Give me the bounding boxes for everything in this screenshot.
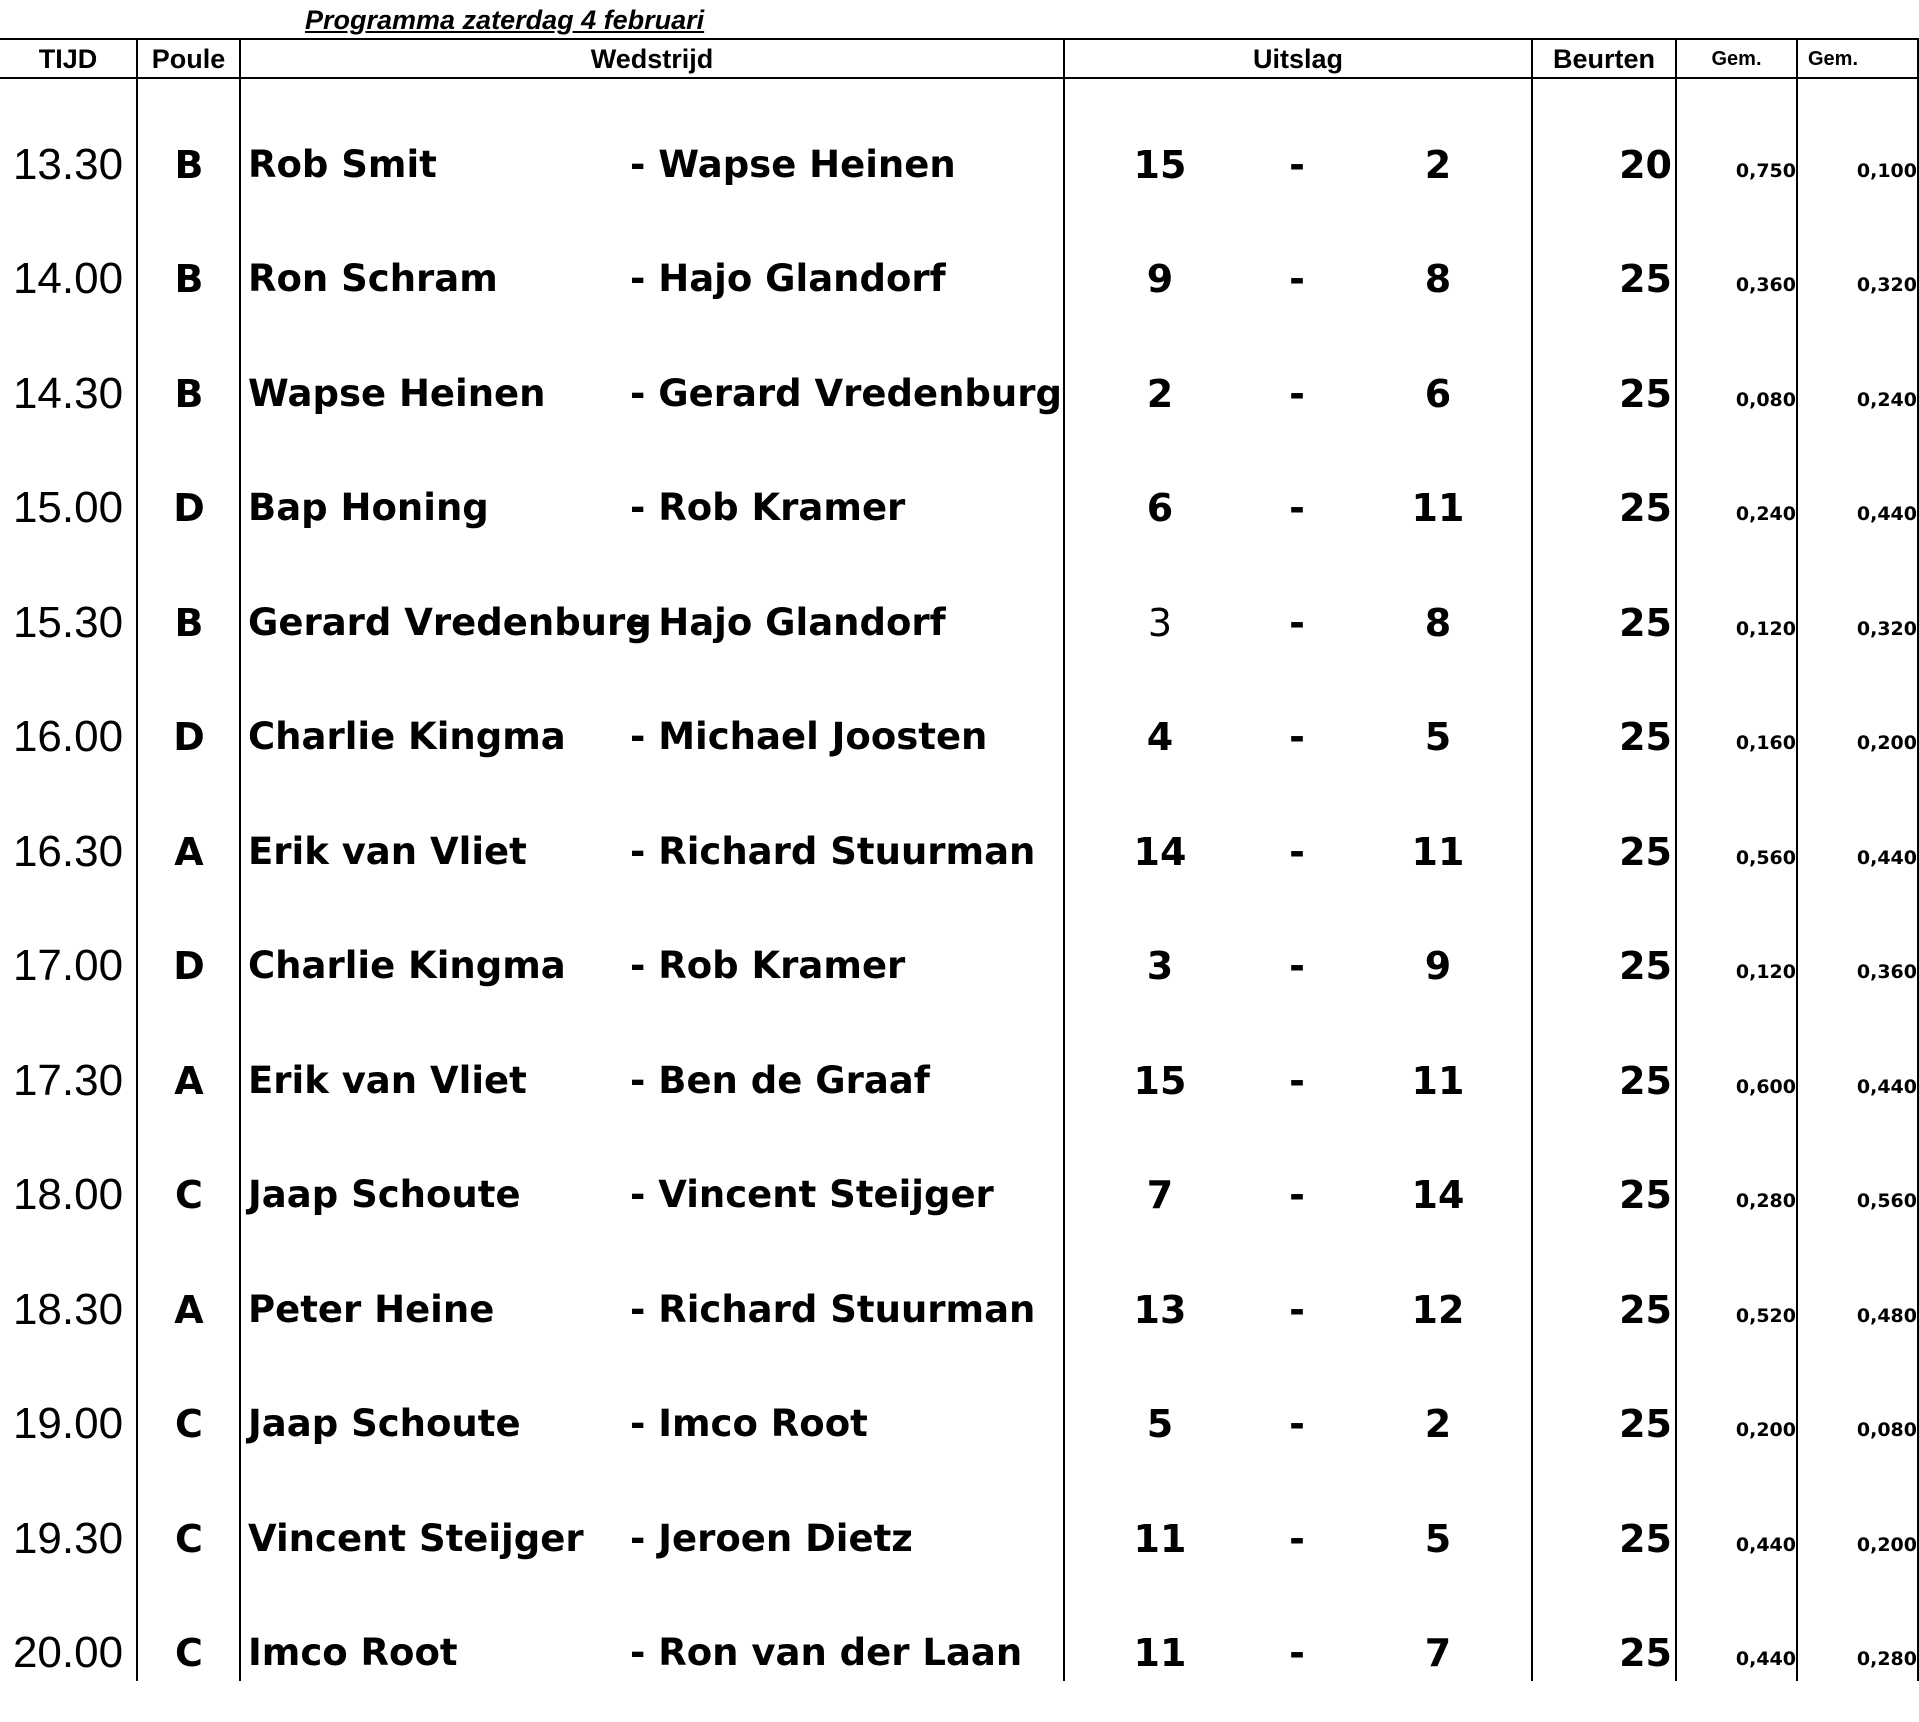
gem-1-cell: 0,520 <box>1735 1305 1796 1327</box>
score-2-cell: 2 <box>1424 1402 1452 1446</box>
time-cell: 19.00 <box>12 1399 124 1448</box>
score-separator: - <box>1289 830 1305 874</box>
player-2-cell: - Gerard Vredenburg <box>630 372 1062 415</box>
player-2-cell: - Imco Root <box>630 1402 868 1445</box>
score-separator: - <box>1289 143 1305 187</box>
score-1-cell: 5 <box>1146 1402 1174 1446</box>
gem-2-cell: 0,480 <box>1856 1305 1917 1327</box>
table-row <box>0 1596 1919 1710</box>
gem-2-cell: 0,360 <box>1856 961 1917 983</box>
score-separator: - <box>1289 1059 1305 1103</box>
player-1-cell: Charlie Kingma <box>248 715 566 758</box>
time-cell: 14.00 <box>12 254 124 303</box>
score-separator: - <box>1289 257 1305 301</box>
gem-1-cell: 0,240 <box>1735 503 1796 525</box>
player-2-cell: - Rob Kramer <box>630 944 906 987</box>
poule-cell: D <box>173 486 205 530</box>
score-1-cell: 13 <box>1133 1288 1187 1332</box>
player-2-cell: - Jeroen Dietz <box>630 1517 913 1560</box>
poule-cell: B <box>174 143 204 187</box>
beurten-cell: 25 <box>1619 1288 1672 1332</box>
beurten-cell: 25 <box>1619 1173 1672 1217</box>
score-separator: - <box>1289 1631 1305 1675</box>
gem-2-cell: 0,240 <box>1856 389 1917 411</box>
time-cell: 16.00 <box>12 712 124 761</box>
gem-1-cell: 0,160 <box>1735 732 1796 754</box>
table-row <box>0 222 1919 336</box>
beurten-cell: 25 <box>1619 830 1672 874</box>
header-uitslag: Uitslag <box>1252 44 1344 74</box>
header-poule: Poule <box>151 44 226 74</box>
gem-2-cell: 0,200 <box>1856 1534 1917 1556</box>
gem-2-cell: 0,200 <box>1856 732 1917 754</box>
gem-1-cell: 0,120 <box>1735 618 1796 640</box>
gem-1-cell: 0,440 <box>1735 1534 1796 1556</box>
player-1-cell: Wapse Heinen <box>248 372 546 415</box>
gem-2-cell: 0,560 <box>1856 1190 1917 1212</box>
table-row <box>0 451 1919 565</box>
beurten-cell: 25 <box>1619 486 1672 530</box>
poule-cell: B <box>174 257 204 301</box>
time-cell: 13.30 <box>12 140 124 189</box>
player-2-cell: - Wapse Heinen <box>630 143 956 186</box>
score-2-cell: 11 <box>1411 1059 1465 1103</box>
gem-2-cell: 0,440 <box>1856 847 1917 869</box>
header-tijd: TIJD <box>38 44 98 74</box>
beurten-cell: 25 <box>1619 1402 1672 1446</box>
poule-cell: B <box>174 372 204 416</box>
score-1-cell: 15 <box>1133 1059 1187 1103</box>
table-row <box>0 1482 1919 1596</box>
table-row <box>0 680 1919 794</box>
time-cell: 14.30 <box>12 369 124 418</box>
gem-1-cell: 0,360 <box>1735 274 1796 296</box>
beurten-cell: 25 <box>1619 372 1672 416</box>
score-2-cell: 11 <box>1411 486 1465 530</box>
score-separator: - <box>1289 601 1305 645</box>
time-cell: 17.00 <box>12 941 124 990</box>
score-2-cell: 12 <box>1411 1288 1465 1332</box>
player-1-cell: Peter Heine <box>248 1288 495 1331</box>
score-2-cell: 14 <box>1411 1173 1465 1217</box>
poule-cell: C <box>175 1631 203 1675</box>
player-1-cell: Charlie Kingma <box>248 944 566 987</box>
player-2-cell: - Hajo Glandorf <box>630 601 946 644</box>
player-1-cell: Bap Honing <box>248 486 489 529</box>
table-row <box>0 108 1919 222</box>
table-row <box>0 1367 1919 1481</box>
table-row <box>0 1024 1919 1138</box>
gem-2-cell: 0,100 <box>1856 160 1917 182</box>
beurten-cell: 25 <box>1619 1517 1672 1561</box>
header-wedstrijd: Wedstrijd <box>590 44 714 74</box>
time-cell: 19.30 <box>12 1514 124 1563</box>
player-2-cell: - Ron van der Laan <box>630 1631 1023 1674</box>
gem-2-cell: 0,440 <box>1856 1076 1917 1098</box>
player-1-cell: Gerard Vredenburg <box>248 601 652 644</box>
gem-2-cell: 0,280 <box>1856 1648 1917 1670</box>
score-separator: - <box>1289 715 1305 759</box>
time-cell: 16.30 <box>12 827 124 876</box>
score-separator: - <box>1289 944 1305 988</box>
time-cell: 20.00 <box>12 1628 124 1677</box>
score-separator: - <box>1289 1173 1305 1217</box>
score-1-cell: 3 <box>1146 944 1174 988</box>
gem-1-cell: 0,440 <box>1735 1648 1796 1670</box>
poule-cell: A <box>174 1059 204 1103</box>
score-1-cell: 11 <box>1133 1631 1187 1675</box>
poule-cell: D <box>173 944 205 988</box>
gem-2-cell: 0,320 <box>1856 618 1917 640</box>
player-2-cell: - Richard Stuurman <box>630 830 1036 873</box>
beurten-cell: 25 <box>1619 715 1672 759</box>
score-1-cell: 4 <box>1146 715 1174 759</box>
player-1-cell: Jaap Schoute <box>248 1173 521 1216</box>
beurten-cell: 25 <box>1619 944 1672 988</box>
player-1-cell: Erik van Vliet <box>248 1059 527 1102</box>
poule-cell: D <box>173 715 205 759</box>
player-1-cell: Ron Schram <box>248 257 498 300</box>
time-cell: 18.30 <box>12 1285 124 1334</box>
player-1-cell: Erik van Vliet <box>248 830 527 873</box>
gem-1-cell: 0,560 <box>1735 847 1796 869</box>
table-row <box>0 337 1919 451</box>
time-cell: 15.00 <box>12 483 124 532</box>
table-row <box>0 795 1919 909</box>
beurten-cell: 25 <box>1619 601 1672 645</box>
table-row <box>0 566 1919 680</box>
gem-2-cell: 0,080 <box>1856 1419 1917 1441</box>
time-cell: 15.30 <box>12 598 124 647</box>
table-row <box>0 909 1919 1023</box>
score-2-cell: 9 <box>1424 944 1452 988</box>
score-2-cell: 6 <box>1424 372 1452 416</box>
score-2-cell: 2 <box>1424 143 1452 187</box>
score-1-cell: 14 <box>1133 830 1187 874</box>
gem-1-cell: 0,280 <box>1735 1190 1796 1212</box>
player-1-cell: Vincent Steijger <box>248 1517 584 1560</box>
gem-2-cell: 0,440 <box>1856 503 1917 525</box>
time-cell: 18.00 <box>12 1170 124 1219</box>
player-1-cell: Imco Root <box>248 1631 458 1674</box>
gem-1-cell: 0,120 <box>1735 961 1796 983</box>
player-2-cell: - Rob Kramer <box>630 486 906 529</box>
player-2-cell: - Richard Stuurman <box>630 1288 1036 1331</box>
beurten-cell: 25 <box>1619 1059 1672 1103</box>
score-separator: - <box>1289 1402 1305 1446</box>
gem-1-cell: 0,080 <box>1735 389 1796 411</box>
score-1-cell: 15 <box>1133 143 1187 187</box>
poule-cell: C <box>175 1517 203 1561</box>
poule-cell: A <box>174 1288 204 1332</box>
header-gem-2: Gem. <box>1807 48 1859 70</box>
page-title: Programma zaterdag 4 februari <box>305 5 705 35</box>
beurten-cell: 25 <box>1619 1631 1672 1675</box>
score-1-cell: 11 <box>1133 1517 1187 1561</box>
header-beurten: Beurten <box>1552 44 1655 74</box>
table-row <box>0 1138 1919 1252</box>
table-row <box>0 1253 1919 1367</box>
gem-1-cell: 0,600 <box>1735 1076 1796 1098</box>
score-2-cell: 8 <box>1424 601 1452 645</box>
gem-1-cell: 0,750 <box>1735 160 1796 182</box>
gem-2-cell: 0,320 <box>1856 274 1917 296</box>
player-1-cell: Rob Smit <box>248 143 437 186</box>
player-2-cell: - Hajo Glandorf <box>630 257 946 300</box>
score-2-cell: 5 <box>1424 1517 1452 1561</box>
score-separator: - <box>1289 486 1305 530</box>
score-1-cell: 3 <box>1147 601 1173 645</box>
poule-cell: A <box>174 830 204 874</box>
score-separator: - <box>1289 1517 1305 1561</box>
beurten-cell: 25 <box>1619 257 1672 301</box>
poule-cell: C <box>175 1173 203 1217</box>
poule-cell: C <box>175 1402 203 1446</box>
score-1-cell: 7 <box>1146 1173 1174 1217</box>
score-2-cell: 7 <box>1424 1631 1452 1675</box>
score-2-cell: 5 <box>1424 715 1452 759</box>
poule-cell: B <box>174 601 204 645</box>
score-2-cell: 11 <box>1411 830 1465 874</box>
player-2-cell: - Ben de Graaf <box>630 1059 930 1102</box>
time-cell: 17.30 <box>12 1056 124 1105</box>
score-separator: - <box>1289 1288 1305 1332</box>
player-2-cell: - Michael Joosten <box>630 715 988 758</box>
score-1-cell: 2 <box>1146 372 1174 416</box>
score-separator: - <box>1289 372 1305 416</box>
score-1-cell: 6 <box>1146 486 1174 530</box>
player-2-cell: - Vincent Steijger <box>630 1173 994 1216</box>
gem-1-cell: 0,200 <box>1735 1419 1796 1441</box>
player-1-cell: Jaap Schoute <box>248 1402 521 1445</box>
header-gem-1: Gem. <box>1711 48 1762 70</box>
score-1-cell: 9 <box>1146 257 1174 301</box>
score-2-cell: 8 <box>1424 257 1452 301</box>
beurten-cell: 20 <box>1619 143 1672 187</box>
